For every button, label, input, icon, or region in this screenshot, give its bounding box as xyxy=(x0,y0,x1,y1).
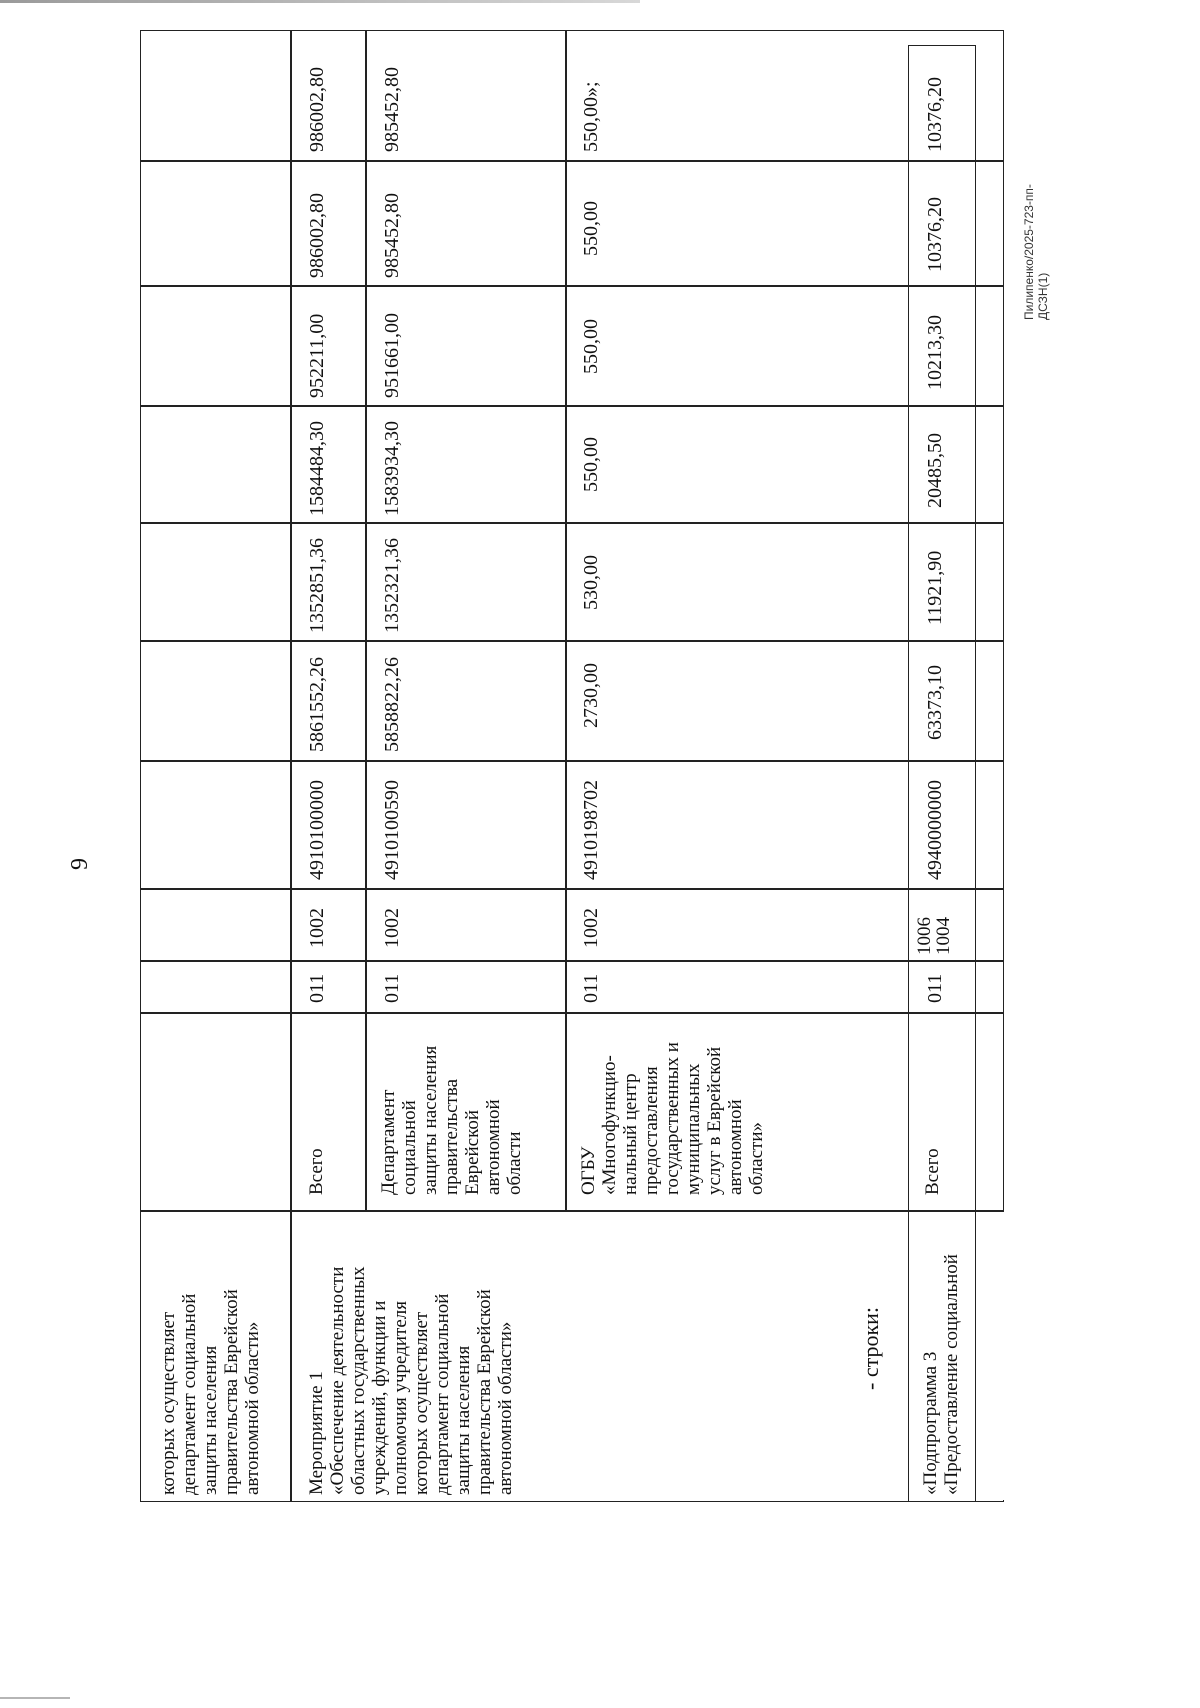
row-dept-executor: Департамент социальной защиты населения правительства Еврейской автономной области xyxy=(378,1045,525,1195)
row-dept-v6: 985452,80 xyxy=(381,67,403,152)
row-total-v4: 952211,00 xyxy=(306,313,328,398)
row-mfc-executor: ОГБУ «Многофункцио- нальный центр предоставления государственных и муниципальных услуг в Еврейской автономной области» xyxy=(578,1042,767,1195)
row-mfc-v5: 550,00 xyxy=(580,201,602,256)
footer-code: Пилипенко/2025-723-пп-ДСЗН(1) xyxy=(1022,184,1050,320)
separator-label: - строки: xyxy=(858,1306,883,1390)
page-number-label: 9 xyxy=(67,858,93,870)
subprogram-3-csr: 4940000000 xyxy=(924,780,946,880)
row-total-v3: 1584484,30 xyxy=(306,421,328,516)
row-total-csr: 4910100000 xyxy=(306,780,328,880)
row-dept-v3: 1583934,30 xyxy=(381,421,403,516)
row-dept-v1: 5858822,26 xyxy=(381,657,403,752)
row-total-v2: 1352851,36 xyxy=(306,538,328,633)
row-1-name: которых осуществляет департамент социальной защиты населения правительства Еврейской автономной области» xyxy=(158,1289,263,1495)
row-dept-v2: 1352321,36 xyxy=(381,538,403,633)
row-total-executor: Всего xyxy=(306,1148,327,1195)
subprogram-3-v4: 10213,30 xyxy=(924,315,946,390)
subprogram-3-name: «Подпрограмма 3 «Предоставление социальной xyxy=(920,1254,962,1495)
subprogram-3-executor: Всего xyxy=(922,1148,943,1195)
row-total-v5: 986002,80 xyxy=(306,193,328,278)
row-total-v6: 986002,80 xyxy=(306,67,328,152)
row-mfc-grbs: 011 xyxy=(580,973,602,1003)
subprogram-3-grbs: 011 xyxy=(924,973,946,1003)
subprogram-3-v1: 63373,10 xyxy=(924,665,946,740)
row-mfc-rz: 1002 xyxy=(580,908,602,948)
row-mfc-v2: 530,00 xyxy=(580,555,602,610)
row-dept-v4: 951661,00 xyxy=(381,313,403,398)
row-dept-v5: 985452,80 xyxy=(381,193,403,278)
subprogram-3-v6: 10376,20 xyxy=(924,77,946,152)
row-mfc-v3: 550,00 xyxy=(580,437,602,492)
subprogram-3-v2: 11921,90 xyxy=(924,550,946,625)
subprogram-3-v3: 20485,50 xyxy=(924,433,946,508)
row-dept-grbs: 011 xyxy=(381,973,403,1003)
subprogram-3-rz: 1006 1004 xyxy=(914,917,954,955)
row-total-v1: 5861552,26 xyxy=(306,657,328,752)
subprogram-3-v5: 10376,20 xyxy=(924,197,946,272)
row-dept-csr: 4910100590 xyxy=(381,780,403,880)
row-mfc-v4: 550,00 xyxy=(580,319,602,374)
row-total-grbs: 011 xyxy=(306,973,328,1003)
row-dept-rz: 1002 xyxy=(381,908,403,948)
row-mfc-csr: 4910198702 xyxy=(580,780,602,880)
row-mfc-v1: 2730,00 xyxy=(580,663,602,728)
row-total-rz: 1002 xyxy=(306,908,328,948)
row-mfc-v6: 550,00»; xyxy=(580,81,602,152)
measure-1-name: Мероприятие 1 «Обеспечение деятельности областных государственных учреждений, функции и полномочия учредителя которых осуществляет департамент социальной защиты населения правительства Еврейской автономной области» xyxy=(306,1266,516,1495)
